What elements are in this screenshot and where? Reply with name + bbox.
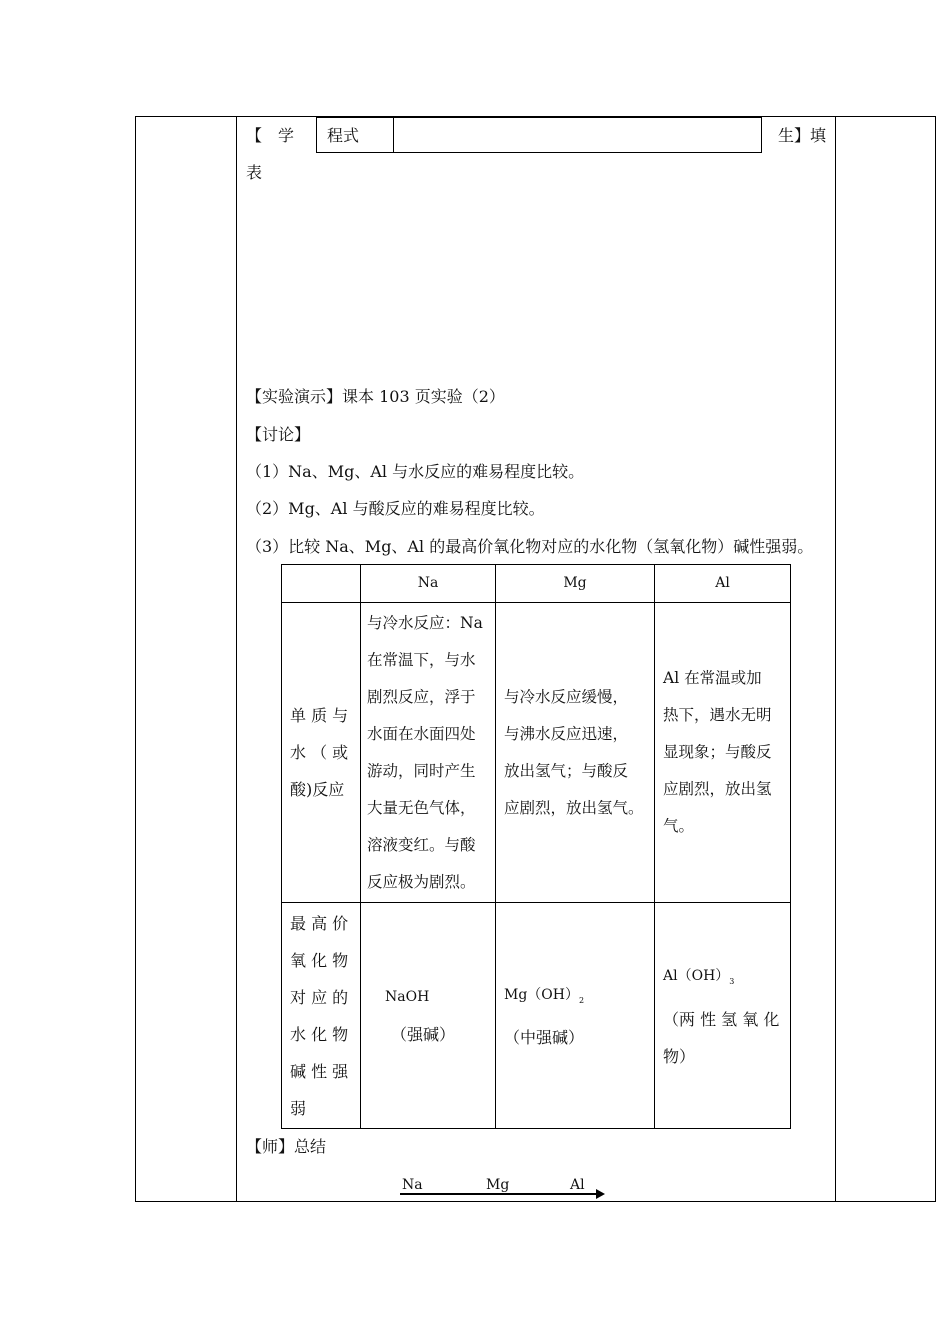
mg-hydroxide-formula-line	[504, 975, 646, 1019]
al-hydroxide-formula: Al（OH）	[663, 968, 730, 985]
header-mg: Mg	[496, 565, 655, 603]
na-reaction-line: 游动，同时产生	[367, 761, 476, 780]
equation-box-divider	[393, 118, 394, 152]
top-xue-char: 学	[278, 126, 295, 145]
row2-label-line: 对 应 的	[290, 987, 349, 1007]
table-header-row	[282, 565, 791, 603]
al-hydroxide-formula-line	[663, 956, 782, 1000]
na-reaction-line: 在常温下，与水	[367, 650, 476, 669]
al-reaction-line: 显现象；与酸反	[663, 743, 772, 761]
row1-al-cell	[655, 603, 791, 903]
top-biao-char: 表	[246, 163, 263, 182]
na-hydroxide-note: （强碱）	[391, 1024, 456, 1044]
question-1: （1）Na、Mg、Al 与水反应的难易程度比较。	[246, 462, 585, 481]
row2-label-line: 水 化 物	[290, 1024, 349, 1044]
question-3: （3）比较 Na、Mg、Al 的最高价氧化物对应的水化物（氢氧化物）碱性强弱。	[246, 537, 814, 556]
na-reaction-line: 剧烈反应，浮于	[367, 687, 476, 706]
row2-mg-cell	[496, 903, 655, 1129]
equation-label: 程式	[327, 126, 360, 145]
row2-na-cell	[361, 903, 496, 1129]
al-reaction-line: Al 在常温或加	[663, 669, 762, 687]
row1-label-cell	[282, 603, 361, 903]
arrow-label-al: Al	[570, 1177, 585, 1193]
al-hydroxide-note-line: （两 性 氢 氧 化	[663, 1009, 780, 1029]
frame-col-divider-2	[835, 116, 836, 1202]
arrow-label-mg: Mg	[486, 1177, 510, 1193]
mg-hydroxide-formula: Mg（OH）	[504, 986, 579, 1003]
summary-heading: 【师】总结	[246, 1137, 327, 1156]
row2-label-line: 氧 化 物	[290, 950, 349, 970]
row1-label-line: 单 质 与	[290, 706, 349, 725]
row2-label-cell	[282, 903, 361, 1129]
frame-bottom-border	[135, 1201, 936, 1202]
frame-left-border	[135, 116, 136, 1202]
na-reaction-line: 大量无色气体，	[367, 798, 476, 817]
header-empty-cell	[282, 565, 361, 603]
al-reaction-line: 应剧烈，放出氢	[663, 780, 772, 798]
row2-al-cell	[655, 903, 791, 1129]
row1-label-line: 酸)反应	[290, 780, 345, 799]
mg-reaction-line: 应剧烈，放出氢气。	[504, 798, 644, 817]
row2-label-line: 最 高 价	[290, 913, 349, 933]
na-reaction-line: 溶液变红。与酸	[367, 835, 476, 854]
al-reaction-line: 热下，遇水无明	[663, 706, 772, 724]
question-2: （2）Mg、Al 与酸反应的难易程度比较。	[246, 499, 545, 518]
header-na: Na	[361, 565, 496, 603]
na-reaction-line: 水面在水面四处	[367, 724, 476, 743]
top-right-text: 生】填	[778, 126, 827, 145]
mg-hydroxide-note: （中强碱）	[504, 1028, 585, 1048]
equation-box	[316, 117, 762, 153]
row2-label-line: 碱 性 强	[290, 1061, 349, 1081]
na-reaction-line: 与冷水反应：Na	[367, 613, 483, 632]
na-reaction-line: 反应极为剧烈。	[367, 872, 476, 891]
row1-label-line: 水 （ 或	[290, 743, 349, 762]
al-hydroxide-subscript: 3	[729, 977, 735, 987]
table-row-reaction	[282, 603, 791, 903]
al-hydroxide-note-line: 物）	[663, 1046, 696, 1066]
frame-col-divider-1	[236, 116, 237, 1202]
mg-reaction-line: 与沸水反应迅速，	[504, 724, 629, 743]
comparison-table	[281, 564, 791, 1129]
frame-right-border	[935, 116, 936, 1202]
header-al: Al	[655, 565, 791, 603]
row2-label-line: 弱	[290, 1098, 307, 1118]
arrow-label-na: Na	[402, 1177, 423, 1193]
mg-hydroxide-subscript: 2	[578, 996, 585, 1006]
demo-line: 【实验演示】课本 103 页实验（2）	[246, 387, 505, 406]
na-hydroxide-formula: NaOH	[385, 988, 430, 1005]
table-row-hydroxide	[282, 903, 791, 1129]
mg-reaction-line: 与冷水反应缓慢，	[504, 687, 629, 706]
trend-arrow-icon	[400, 1188, 606, 1200]
row1-na-cell	[361, 603, 496, 903]
row1-mg-cell	[496, 603, 655, 903]
al-reaction-line: 气。	[663, 817, 695, 835]
mg-reaction-line: 放出氢气；与酸反	[504, 761, 629, 780]
top-left-bracket: 【	[246, 126, 263, 145]
discussion-heading: 【讨论】	[246, 425, 311, 444]
